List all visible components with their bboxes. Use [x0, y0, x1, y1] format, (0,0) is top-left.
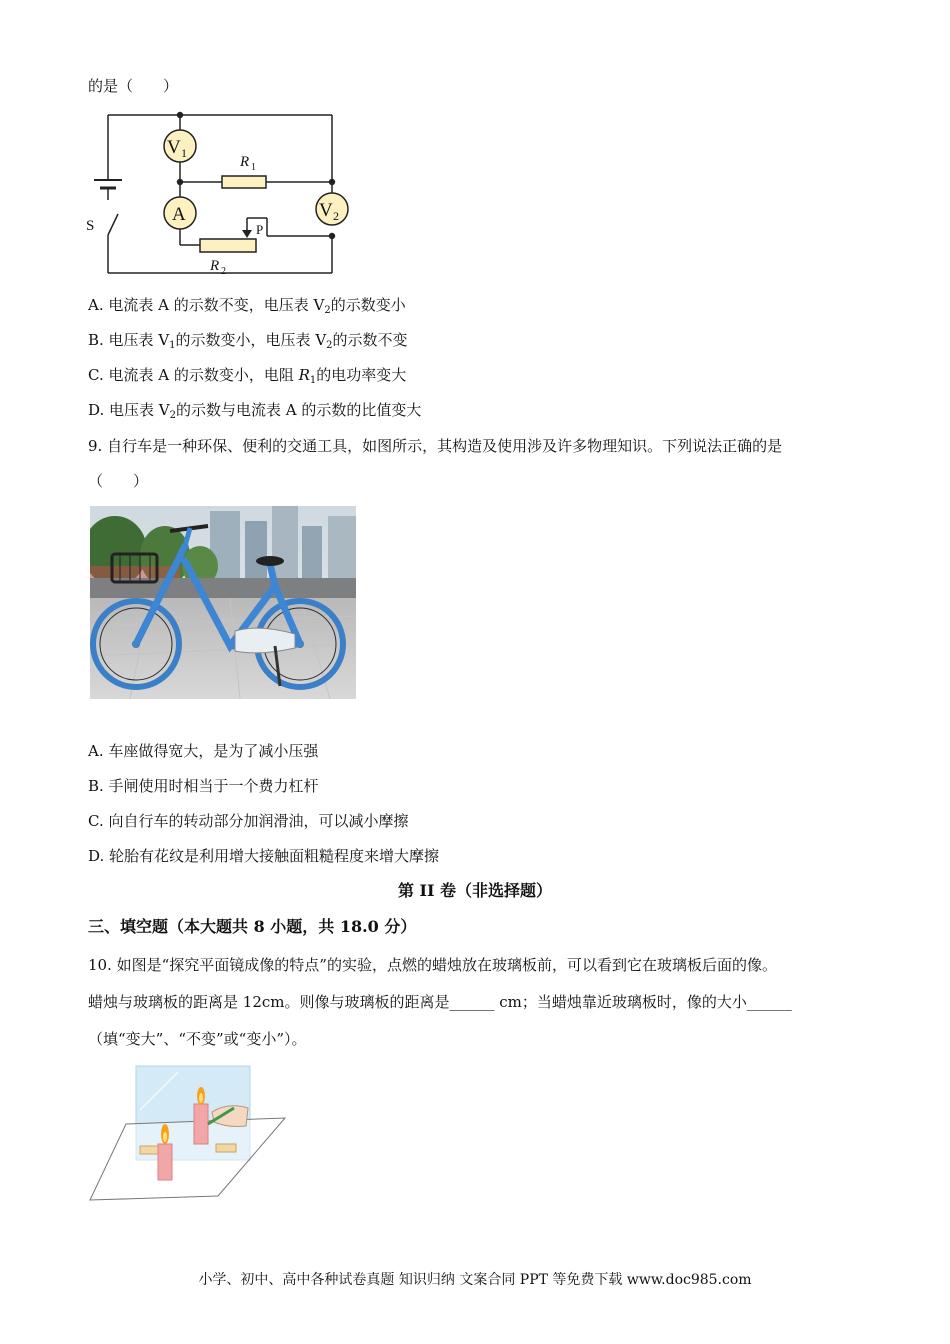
q8-stem-tail: 的是（ ）: [88, 77, 179, 95]
v2-meter-label: V: [319, 200, 333, 221]
q10-line-2: 蜡烛与玻璃板的距离是 12cm。则像与玻璃板的距离是______ cm；当蜡烛靠近玻璃板时，像的大小______: [88, 993, 792, 1011]
q8-option-c: C. 电流表 A 的示数变小，电阻 $R_1$的电功率变大: [88, 366, 407, 386]
mirror-experiment-figure: [88, 1062, 293, 1204]
part-three-heading: 三、填空题（本大题共 8 小题，共 18.0 分）: [88, 917, 417, 936]
page-footer: 小学、初中、高中各种试卷真题 知识归纳 文案合同 PPT 等免费下载 www.doc985.com: [198, 1272, 752, 1288]
q9-paren: （ ）: [88, 472, 149, 490]
r2-sub: 2: [221, 266, 226, 277]
r2-label: R: [210, 258, 220, 274]
q9-option-a: A. 车座做得宽大，是为了减小压强: [88, 742, 319, 760]
v2-meter-sub: 2: [333, 209, 339, 223]
ammeter-label: A: [172, 204, 186, 225]
v1-meter-label: V: [167, 137, 181, 158]
r1-label: R: [240, 154, 250, 170]
slider-label: P: [256, 222, 264, 237]
q9-stem: 9. 自行车是一种环保、便利的交通工具，如图所示，其构造及使用涉及许多物理知识。下列说法正确的是: [88, 437, 783, 455]
q8-option-a: A. 电流表 A 的示数不变，电压表 $V_2$的示数变小: [88, 296, 406, 316]
q9-option-b: B. 手闸使用时相当于一个费力杠杆: [88, 777, 319, 795]
r1-sub: 1: [251, 162, 256, 173]
q10-line-1: 10. 如图是“探究平面镜成像的特点”的实验，点燃的蜡烛放在玻璃板前，可以看到它在玻璃板后面的像。: [88, 956, 777, 974]
q8-option-b: B. 电压表 $V_1$的示数变小，电压表 $V_2$的示数不变: [88, 331, 408, 351]
q8-option-d: D. 电压表 $V_2$的示数与电流表 A 的示数的比值变大: [88, 401, 422, 421]
bicycle-photo: [90, 506, 356, 699]
q10-line-3: （填“变大”、“不变”或“变小”）。: [88, 1030, 307, 1048]
v1-meter-sub: 1: [181, 146, 187, 160]
switch-label: S: [86, 218, 95, 234]
q9-option-d: D. 轮胎有花纹是利用增大接触面粗糙程度来增大摩擦: [88, 847, 440, 865]
section-title: 第 II 卷（非选择题）: [397, 881, 553, 900]
circuit-diagram: [80, 100, 370, 285]
q9-option-c: C. 向自行车的转动部分加润滑油，可以减小摩擦: [88, 812, 409, 830]
